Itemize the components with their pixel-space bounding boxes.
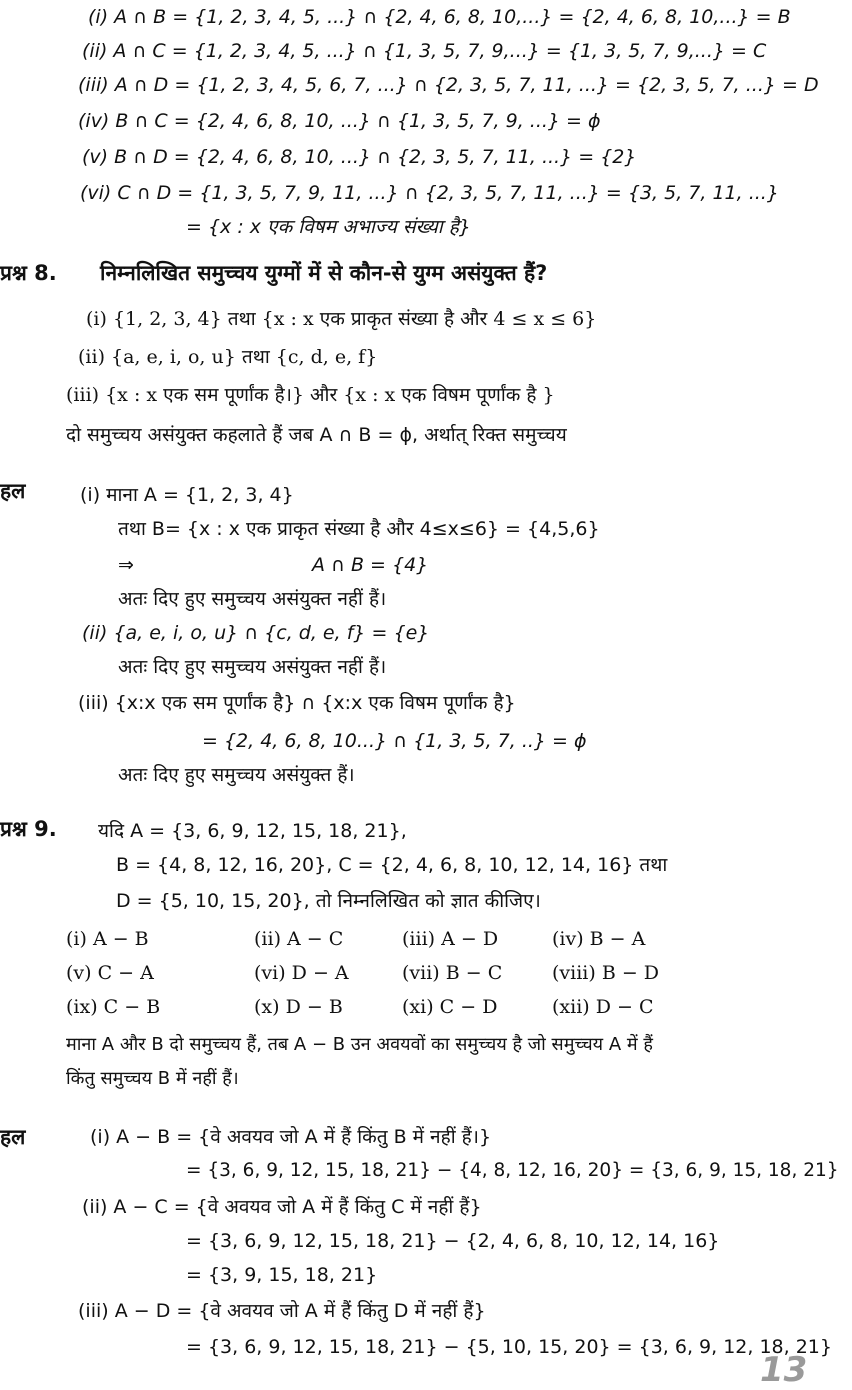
q8-text: निम्नलिखित समुच्चय युग्मों में से कौन-से युग्म असंयुक्त हैं? bbox=[100, 261, 548, 285]
sol9-line-7: = {3, 6, 9, 12, 15, 18, 21} − {5, 10, 15, 20} = {3, 6, 9, 12, 18, 21} bbox=[186, 1336, 832, 1358]
sol8-label: हल bbox=[0, 479, 26, 503]
part-a-line-7: = {x : x एक विषम अभाज्य संख्या है} bbox=[186, 216, 471, 238]
sol8-line-1: (i) माना A = {1, 2, 3, 4} bbox=[80, 484, 294, 506]
q9-exercise: (ix) C − B bbox=[66, 996, 161, 1018]
part-a-line-1: (i) A ∩ B = {1, 2, 3, 4, 5, ...} ∩ {2, 4, 6, 8, 10,...} = {2, 4, 6, 8, 10,...} = B bbox=[88, 6, 791, 28]
sol9-line-2: = {3, 6, 9, 12, 15, 18, 21} − {4, 8, 12, 16, 20} = {3, 6, 9, 15, 18, 21} bbox=[186, 1160, 839, 1181]
sol9-line-3: (ii) A − C = {वे अवयव जो A में हैं किंतु C में नहीं हैं} bbox=[82, 1196, 482, 1218]
q9-exercise: (vi) D − A bbox=[254, 962, 349, 984]
sol8-line-8: = {2, 4, 6, 8, 10...} ∩ {1, 3, 5, 7, ..} = ϕ bbox=[202, 730, 587, 752]
q8-item-3: (iii) {x : x एक सम पूर्णांक है।} और {x : x एक विषम पूर्णांक है } bbox=[66, 384, 555, 406]
q9-line-2: B = {4, 8, 12, 16, 20}, C = {2, 4, 6, 8, 10, 12, 14, 16} तथा bbox=[116, 854, 668, 876]
q9-exercise: (vii) B − C bbox=[402, 962, 503, 984]
q9-label: प्रश्न 9. bbox=[0, 817, 57, 841]
q9-exercise: (ii) A − C bbox=[254, 928, 344, 950]
q9-note-line-2: किंतु समुच्चय B में नहीं हैं। bbox=[66, 1068, 239, 1089]
part-a-line-5: (v) B ∩ D = {2, 4, 6, 8, 10, ...} ∩ {2, 3, 5, 7, 11, ...} = {2} bbox=[82, 146, 637, 168]
sol9-label: हल bbox=[0, 1125, 26, 1149]
sol8-line-9: अतः दिए हुए समुच्चय असंयुक्त हैं। bbox=[118, 764, 355, 786]
q9-exercise: (xii) D − C bbox=[552, 996, 654, 1018]
sol8-line-6: अतः दिए हुए समुच्चय असंयुक्त नहीं हैं। bbox=[118, 656, 387, 678]
q8-label: प्रश्न 8. bbox=[0, 261, 57, 285]
q9-line-3: D = {5, 10, 15, 20}, तो निम्नलिखित को ज्ञात कीजिए। bbox=[116, 890, 541, 912]
q9-exercise: (viii) B − D bbox=[552, 962, 660, 984]
sol9-line-1: (i) A − B = {वे अवयव जो A में हैं किंतु B में नहीं हैं।} bbox=[90, 1126, 492, 1148]
part-a-line-3: (iii) A ∩ D = {1, 2, 3, 4, 5, 6, 7, ...} ∩ {2, 3, 5, 7, 11, ...} = {2, 3, 5, 7, ...} = D bbox=[78, 74, 819, 96]
q9-exercise: (iii) A − D bbox=[402, 928, 499, 950]
sol8-line-4: अतः दिए हुए समुच्चय असंयुक्त नहीं हैं। bbox=[118, 588, 387, 610]
q9-exercise: (iv) B − A bbox=[552, 928, 646, 950]
sol8-line-7: (iii) {x:x एक सम पूर्णांक है} ∩ {x:x एक विषम पूर्णांक है} bbox=[78, 692, 516, 714]
sol8-line-5: (ii) {a, e, i, o, u} ∩ {c, d, e, f} = {e} bbox=[82, 622, 430, 644]
sol8-implies: ⇒ bbox=[118, 554, 134, 576]
part-a-line-2: (ii) A ∩ C = {1, 2, 3, 4, 5, ...} ∩ {1, 3, 5, 7, 9,...} = {1, 3, 5, 7, 9,...} = C bbox=[82, 40, 767, 62]
sol9-line-4: = {3, 6, 9, 12, 15, 18, 21} − {2, 4, 6, 8, 10, 12, 14, 16} bbox=[186, 1230, 720, 1252]
part-a-line-4: (iv) B ∩ C = {2, 4, 6, 8, 10, ...} ∩ {1, 3, 5, 7, 9, ...} = ϕ bbox=[78, 110, 601, 132]
q8-note: दो समुच्चय असंयुक्त कहलाते हैं जब A ∩ B = ϕ, अर्थात् रिक्त समुच्चय bbox=[66, 424, 567, 446]
q9-exercise: (i) A − B bbox=[66, 928, 149, 950]
sol9-line-5: = {3, 9, 15, 18, 21} bbox=[186, 1264, 378, 1286]
sol8-line-2: तथा B= {x : x एक प्राकृत संख्या है और 4≤x≤6} = {4,5,6} bbox=[118, 518, 600, 540]
sol8-line-3: A ∩ B = {4} bbox=[312, 554, 429, 576]
part-a-line-6: (vi) C ∩ D = {1, 3, 5, 7, 9, 11, ...} ∩ {2, 3, 5, 7, 11, ...} = {3, 5, 7, 11, ...} bbox=[80, 182, 779, 204]
q8-item-2: (ii) {a, e, i, o, u} तथा {c, d, e, f} bbox=[78, 346, 378, 368]
q8-item-1: (i) {1, 2, 3, 4} तथा {x : x एक प्राकृत संख्या है और 4 ≤ x ≤ 6} bbox=[86, 308, 597, 330]
q9-line-1: यदि A = {3, 6, 9, 12, 15, 18, 21}, bbox=[98, 820, 407, 842]
page-number: 13 bbox=[760, 1350, 808, 1390]
sol9-line-6: (iii) A − D = {वे अवयव जो A में हैं किंतु D में नहीं हैं} bbox=[78, 1300, 486, 1322]
q9-exercise: (x) D − B bbox=[254, 996, 343, 1018]
q9-exercise: (xi) C − D bbox=[402, 996, 498, 1018]
q9-exercise: (v) C − A bbox=[66, 962, 154, 984]
q9-note-line-1: माना A और B दो समुच्चय हैं, तब A − B उन अवयवों का समुच्चय है जो समुच्चय A में हैं bbox=[66, 1034, 653, 1055]
